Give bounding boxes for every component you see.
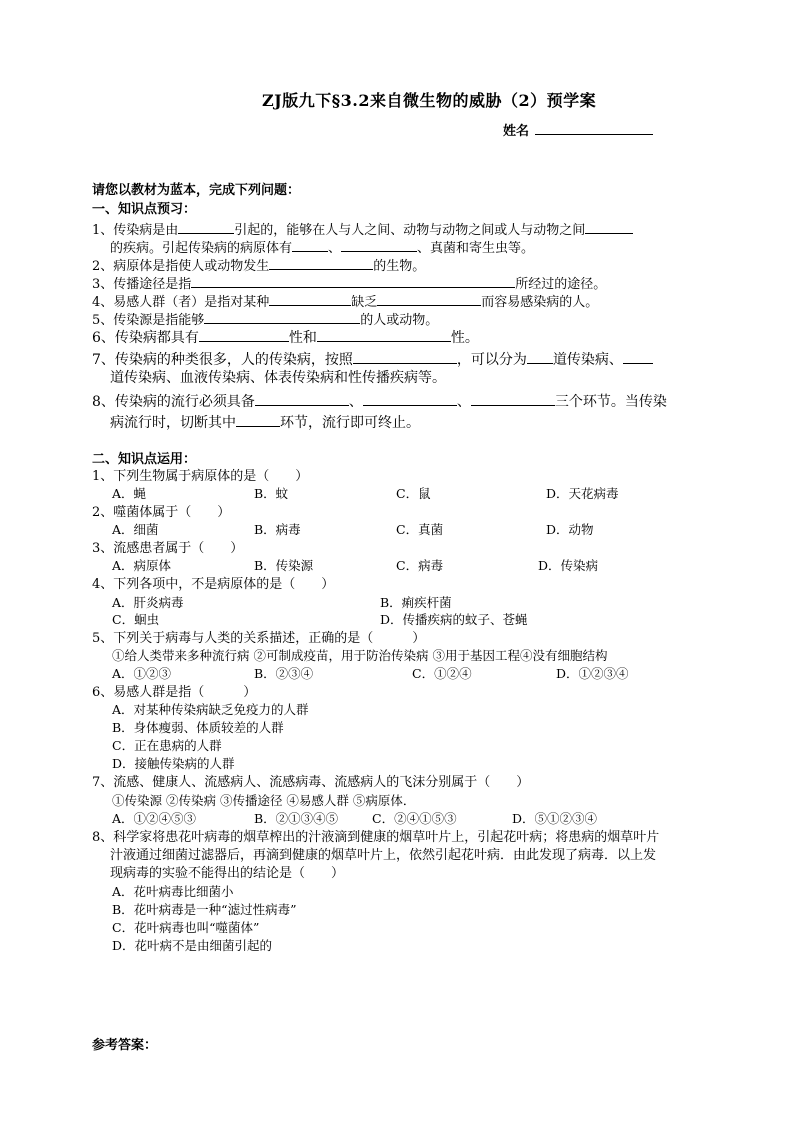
s2-q4-option[interactable]: C．蛔虫 (112, 612, 160, 627)
s2-q2-stem: 2、噬菌体属于（ ） (92, 505, 231, 520)
s2-q8-option[interactable]: D．花叶病不是由细菌引起的 (112, 938, 273, 953)
s2-q6-option[interactable]: D．接触传染病的人群 (112, 756, 235, 771)
s1-q8: 8、传染病的流行必须具备 、 、 三个环节。当传染 (92, 394, 667, 410)
answer-label: 参考答案： (92, 1038, 158, 1053)
s2-q7-option[interactable]: D．⑤①②③④ (512, 811, 598, 826)
s2-q1-option[interactable]: A．蝇 (112, 486, 147, 501)
s2-q2-option[interactable]: B．病毒 (254, 522, 301, 537)
s2-q2-option[interactable]: C．真菌 (396, 522, 444, 537)
s2-q5-statements: ①给人类带来多种流行病 ②可制成疫苗，用于防治传染病 ③用于基因工程④没有细胞结构 (112, 648, 608, 663)
s2-q7-option[interactable]: A．①②④⑤③ (112, 811, 197, 826)
s2-q2-option[interactable]: D．动物 (546, 522, 594, 537)
section2-heading: 二、知识点运用： (92, 452, 197, 467)
s1-q4: 4、易感人群（者）是指对某种 缺乏 而容易感染病的人。 (92, 292, 598, 311)
s2-q1-stem: 1、下列生物属于病原体的是（ ） (92, 469, 309, 484)
s2-q8-option[interactable]: B．花叶病毒是一种“滤过性病毒” (112, 902, 297, 917)
s2-q4-option[interactable]: D．传播疾病的蚊子、苍蝇 (380, 612, 528, 627)
s2-q3-option[interactable]: B．传染源 (254, 558, 314, 573)
s2-q2-option[interactable]: A．细菌 (112, 522, 159, 537)
s1-q8-cont: 病流行时，切断其中 环节，流行即可终止。 (110, 415, 420, 431)
s2-q3-stem: 3、流感患者属于（ ） (92, 541, 244, 556)
s1-q7: 7、传染病的种类很多，人的传染病，按照 ，可以分为 道传染病、 (92, 350, 653, 369)
s1-q5: 5、传染源是指能够 的人或动物。 (92, 310, 438, 329)
s2-q7-option[interactable]: B．②①③④⑤ (254, 811, 339, 826)
s1-q1-cont: 的疾病。引起传染病的病原体有 、 、真菌和寄生虫等。 (110, 238, 534, 257)
s2-q5-option[interactable]: C．①②④ (412, 666, 472, 681)
intro-text: 请您以教材为蓝本，完成下列问题： (92, 183, 301, 198)
s1-q2: 2、病原体是指使人或动物发生 的生物。 (92, 256, 425, 275)
s2-q8-option[interactable]: A．花叶病毒比细菌小 (112, 884, 234, 899)
s2-q3-option[interactable]: A．病原体 (112, 558, 172, 573)
s2-q6-option[interactable]: A．对某种传染病缺乏免疫力的人群 (112, 702, 309, 717)
s2-q5-option[interactable]: A．①②③ (112, 666, 172, 681)
s2-q7-statements: ①传染源 ②传染病 ③传播途径 ④易感人群 ⑤病原体． (112, 793, 416, 808)
name-blank[interactable] (535, 122, 653, 135)
s1-q3: 3、传播途径是指 所经过的途径。 (92, 274, 606, 293)
s2-q3-option[interactable]: C．病毒 (396, 558, 444, 573)
s2-q4-stem: 4、下列各项中，不是病原体的是（ ） (92, 577, 335, 592)
s2-q1-option[interactable]: C．鼠 (396, 486, 431, 501)
s2-q8-stem: 8、科学家将患花叶病毒的烟草榨出的汁液滴到健康的烟草叶片上，引起花叶病；将患病的烟草叶片 (92, 830, 660, 845)
s2-q7-option[interactable]: C．②④①⑤③ (372, 811, 457, 826)
s2-q5-option[interactable]: B．②③④ (254, 666, 314, 681)
s2-q8-stem-cont: 汁液通过细菌过滤器后，再滴到健康的烟草叶片上，依然引起花叶病．由此发现了病毒．以上发 (110, 848, 657, 863)
s2-q6-stem: 6、易感人群是指（ ） (92, 685, 257, 700)
s2-q6-option[interactable]: C．正在患病的人群 (112, 738, 222, 753)
s2-q1-option[interactable]: D．天花病毒 (546, 486, 619, 501)
s2-q7-stem: 7、流感、健康人、流感病人、流感病毒、流感病人的飞沫分别属于（ ） (92, 775, 530, 790)
s1-q6: 6、传染病都具有 性和 性。 (92, 330, 479, 346)
s2-q8-option[interactable]: C．花叶病毒也叫“噬菌体” (112, 920, 260, 935)
s2-q4-option[interactable]: A．肝炎病毒 (112, 595, 184, 610)
name-field (503, 120, 653, 139)
s2-q1-option[interactable]: B．蚊 (254, 486, 289, 501)
s1-q7-cont: 道传染病、血液传染病、体表传染病和性传播疾病等。 (110, 370, 446, 386)
name-label: 姓名 (503, 124, 530, 139)
page-title: ZJ版九下§3.2来自微生物的威胁（2）预学案 (262, 91, 597, 110)
s2-q8-stem-cont: 现病毒的实验不能得出的结论是（ ） (110, 866, 345, 881)
s1-q1: 1、传染病是由 引起的，能够在人与人之间、动物与动物之间或人与动物之间 (92, 220, 633, 239)
s2-q5-option[interactable]: D．①②③④ (556, 666, 629, 681)
s2-q3-option[interactable]: D．传染病 (538, 558, 599, 573)
s2-q6-option[interactable]: B．身体瘦弱、体质较差的人群 (112, 720, 284, 735)
section1-heading: 一、知识点预习： (92, 202, 197, 217)
s2-q5-stem: 5、下列关于病毒与人类的关系描述，正确的是（ ） (92, 631, 426, 646)
s2-q4-option[interactable]: B．痢疾杆菌 (380, 595, 452, 610)
